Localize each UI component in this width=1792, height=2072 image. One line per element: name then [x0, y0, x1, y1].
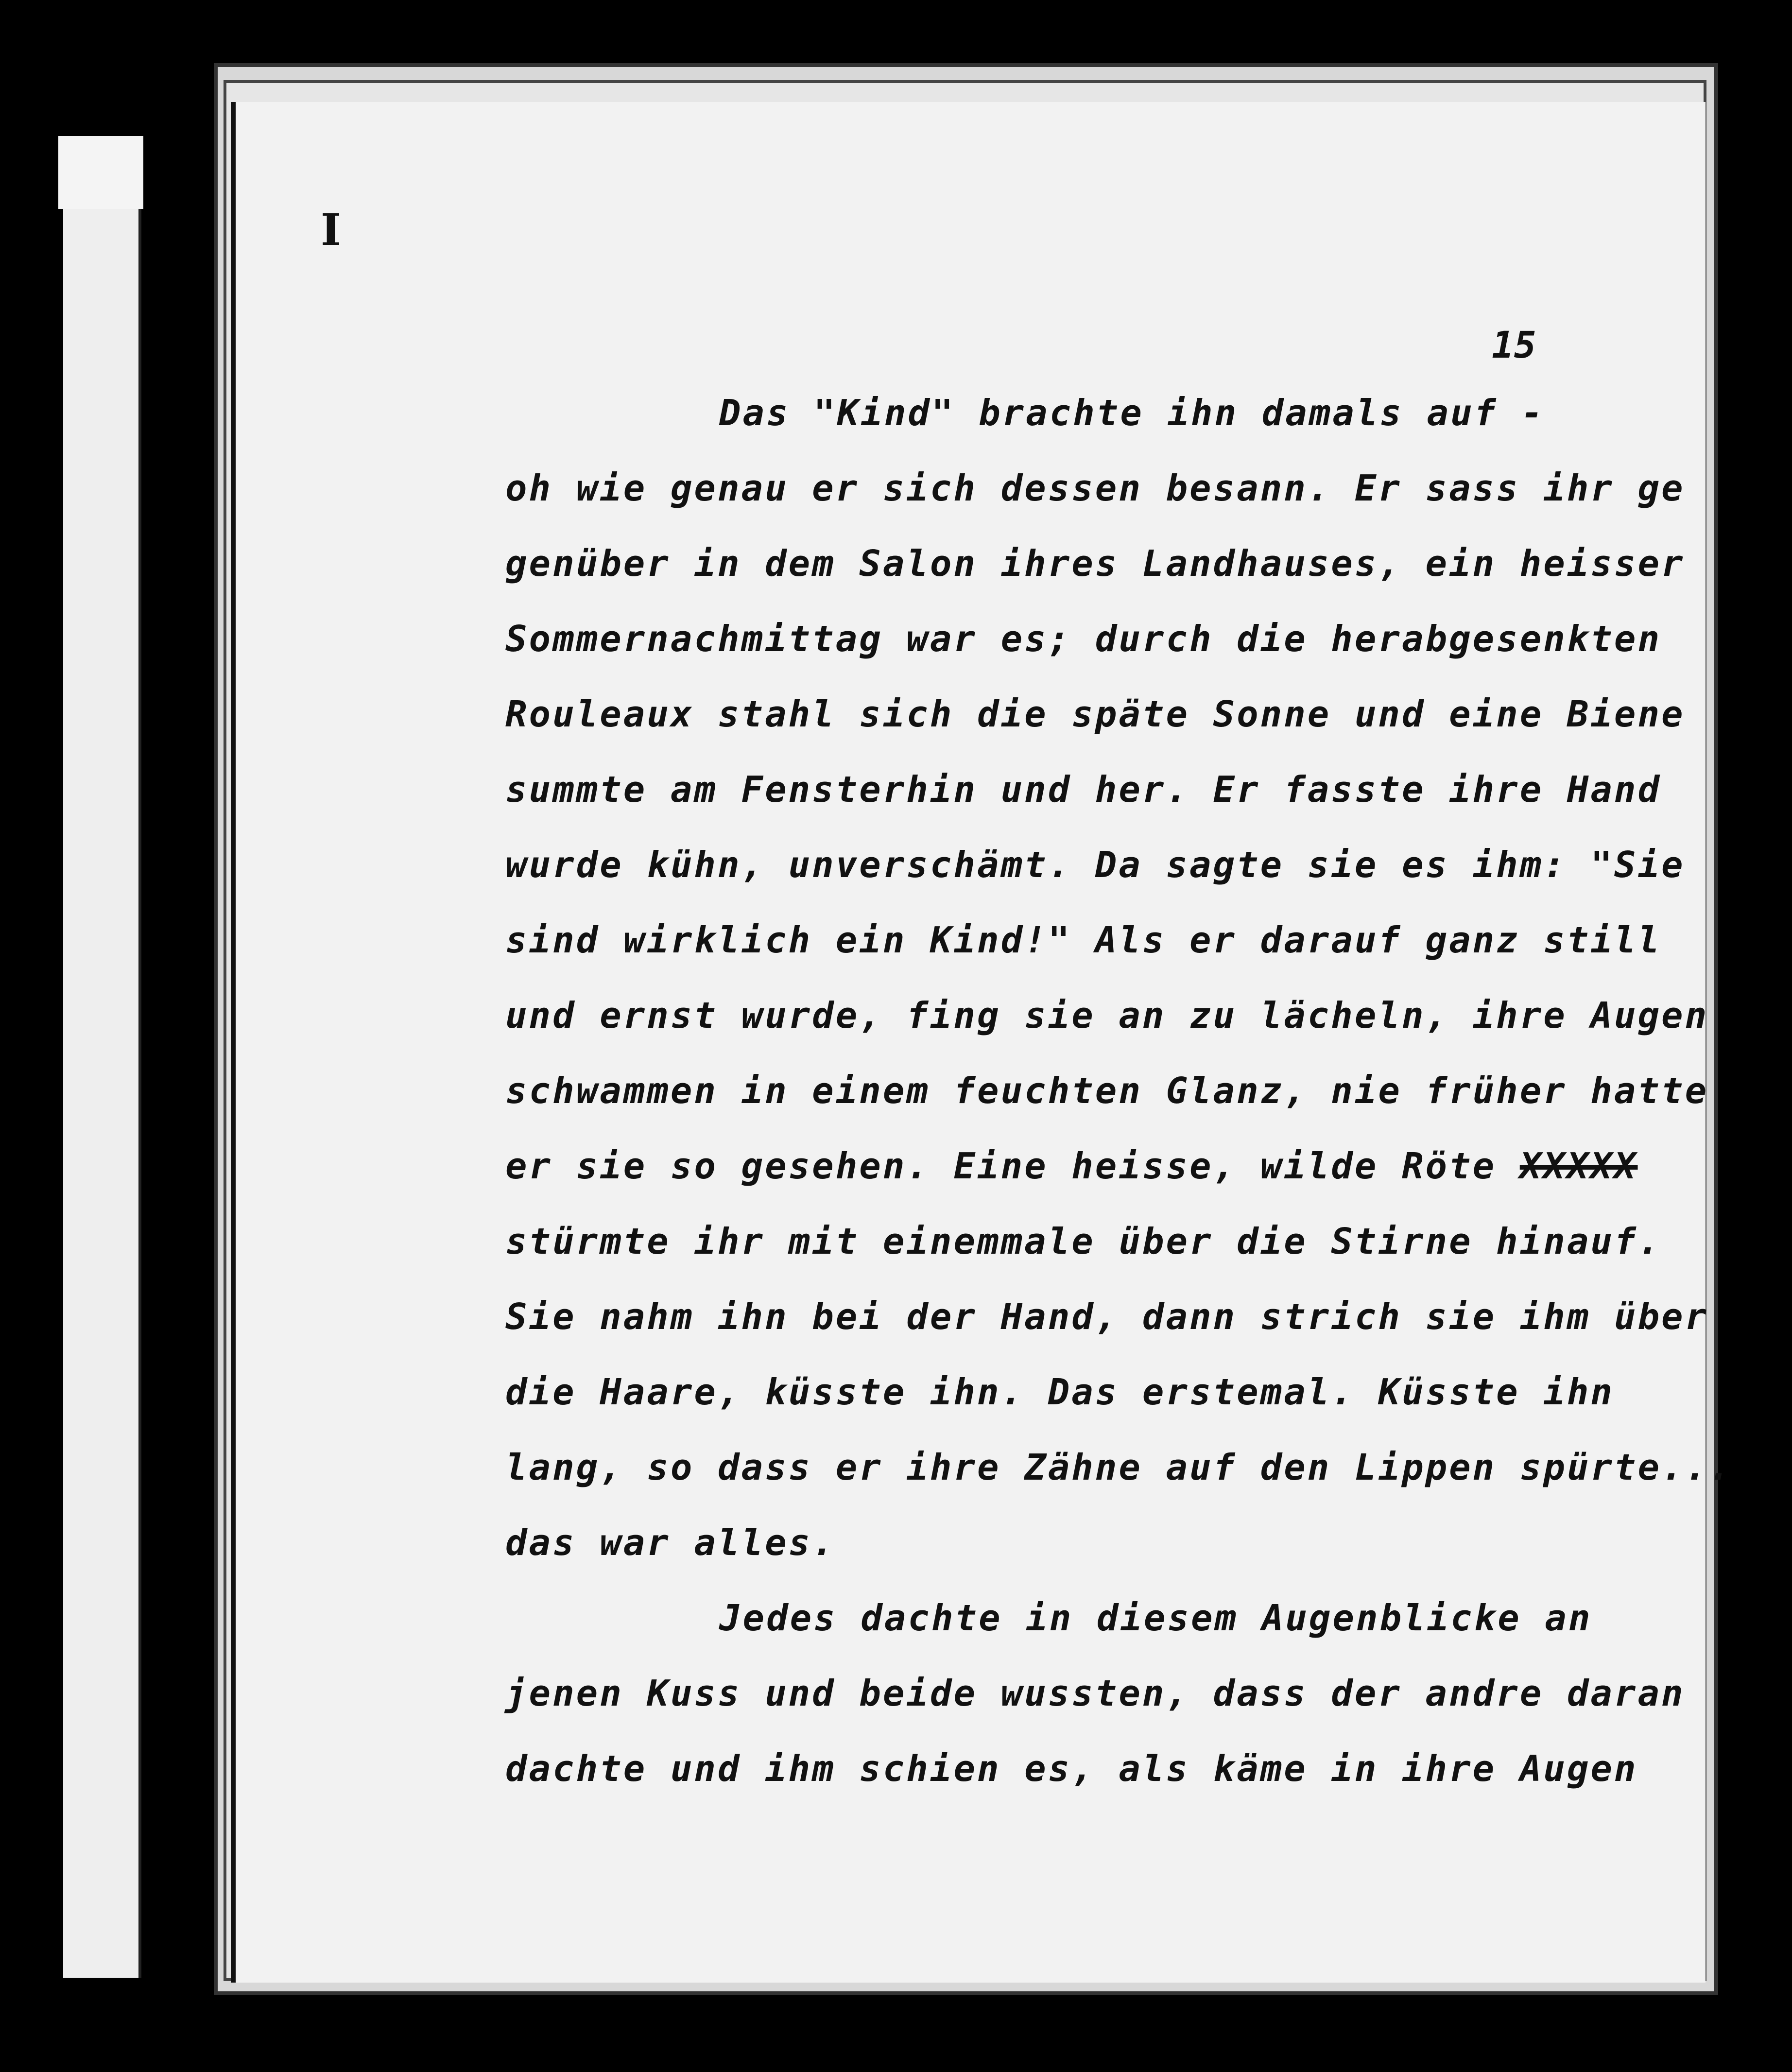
text-line-with-strike	[505, 1142, 1691, 1217]
text-line: wurde kühn, unverschämt. Da sagte sie es ihm: "Sie	[505, 844, 1685, 886]
film-strip-label	[58, 136, 143, 209]
film-strip-edge	[63, 136, 141, 1978]
text-line: stürmte ihr mit einemmale über die Stirne hinauf.	[505, 1221, 1662, 1262]
text-line: die Haare, küsste ihn. Das erstemal. Küsste ihn	[505, 1371, 1614, 1413]
struck-out-text: XXXXX	[1519, 1145, 1638, 1187]
text-line: er sie so gesehen. Eine heisse, wilde Röte	[505, 1145, 1497, 1187]
typewritten-text	[505, 389, 1732, 1820]
text-line: summte am Fensterhin und her. Er fasste ihre Hand	[505, 769, 1662, 811]
text-line: oh wie genau er sich dessen besann. Er sass ihr ge	[505, 467, 1685, 509]
text-line: jenen Kuss und beide wussten, dass der andre daran	[505, 1673, 1685, 1714]
corner-mark: I	[321, 204, 342, 256]
text-line: und ernst wurde, fing sie an zu lächeln, ihre Augen	[505, 995, 1709, 1036]
text-line: dachte und ihm schien es, als käme in ihre Augen	[505, 1748, 1638, 1790]
text-line: Das "Kind" brachte ihn damals auf -	[719, 392, 1545, 434]
text-line: genüber in dem Salon ihres Landhauses, ein heisser	[505, 543, 1685, 585]
text-line: schwammen in einem feuchten Glanz, nie früher hatte	[505, 1070, 1709, 1112]
text-line: Rouleaux stahl sich die späte Sonne und eine Biene	[505, 693, 1685, 735]
text-line: das war alles.	[505, 1522, 836, 1564]
text-line: lang, so dass er ihre Zähne auf den Lippen spürte...	[505, 1447, 1732, 1488]
text-line: sind wirklich ein Kind!" Als er darauf ganz still	[505, 919, 1662, 961]
text-line: Sommernachmittag war es; durch die herabgesenkten	[505, 618, 1662, 660]
text-line: Jedes dachte in diesem Augenblicke an	[719, 1597, 1592, 1639]
page-number: 15	[1492, 323, 1536, 366]
text-line: Sie nahm ihn bei der Hand, dann strich sie ihm über	[505, 1296, 1709, 1338]
